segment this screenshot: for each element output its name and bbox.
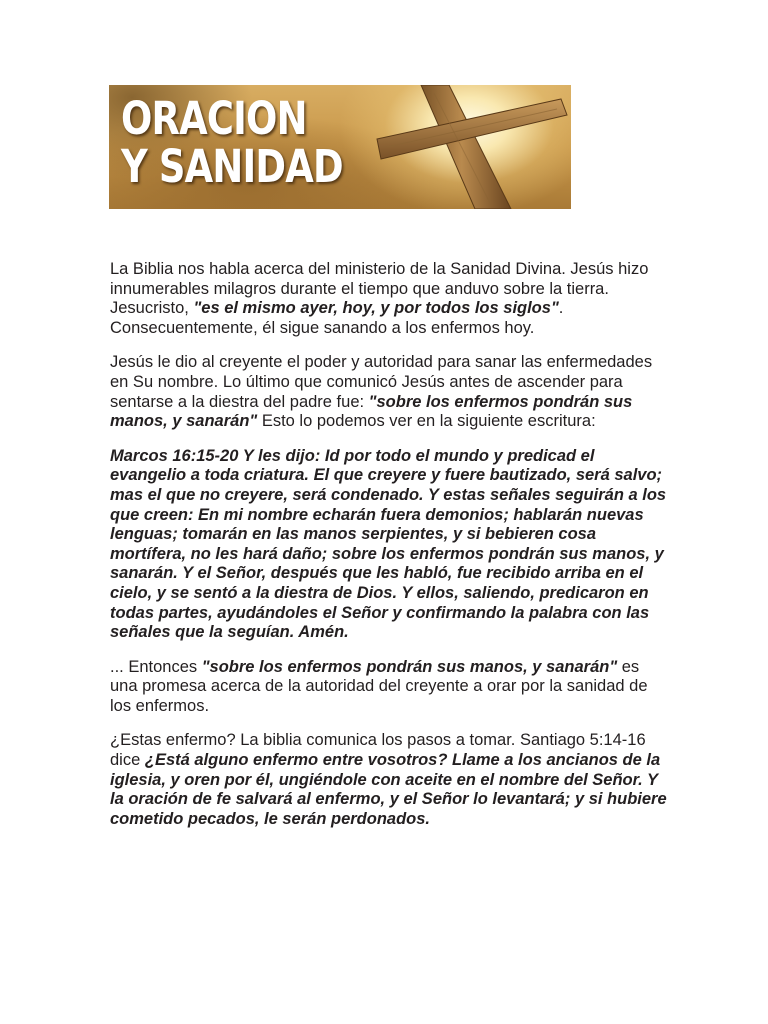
banner-title: [121, 92, 343, 193]
paragraph-promise-text: ... Entonces: [110, 657, 202, 676]
paragraph-santiago-text: ¿Estas enfermo? La biblia comunica los pasos a tomar. Santiago 5:14-16 dice: [110, 731, 646, 770]
scripture-santiago: ¿Está alguno enfermo entre vosotros? Llame a los ancianos de la iglesia, y oren por él, ungiéndole con aceite en el nombre del Señor. Y la oración de fe salvará al enfermo, y el Señor lo levantará; y si hubiere cometido pecados, le serán perdonados.: [110, 751, 667, 828]
banner-title-line2: Y SANIDAD: [121, 140, 343, 193]
header-banner-image: [109, 85, 571, 209]
quote-sanaran: "sobre los enfermos pondrán sus manos, y sanarán": [110, 392, 633, 431]
paragraph-authority: [110, 353, 670, 431]
paragraph-santiago: [110, 731, 670, 829]
article-body: [110, 260, 670, 844]
scripture-marcos: Marcos 16:15-20 Y les dijo: Id por todo el mundo y predicad el evangelio a toda criatura. El que creyere y fuere bautizado, será salvo; mas el que no creyere, será condenado. Y estas señales seguirán a los que creen: En mi nombre echarán fuera demonios; hablarán nuevas lenguas; tomarán en las manos serpientes, y si bebieren cosa mortífera, no les hará daño; sobre los enfermos pondrán sus manos, y sanarán. Y el Señor, después que les habló, fue recibido arriba en el cielo, y se sentó a la diestra de Dios. Y ellos, saliendo, predicaron en todas partes, ayudándoles el Señor y confirmando la palabra con las señales que la seguían. Amén.: [110, 446, 667, 642]
paragraph-intro-text: La Biblia nos habla acerca del ministerio de la Sanidad Divina. Jesús hizo innumerables milagros durante el tiempo que anduvo sobre la tierra. Jesucristo,: [110, 260, 649, 318]
paragraph-authority-text: Jesús le dio al creyente el poder y autoridad para sanar las enfermedades en Su nombre. Lo último que comunicó Jesús antes de ascender para sentarse a la diestra del padre fue:: [110, 353, 653, 411]
banner-title-line1: ORACION: [121, 92, 307, 145]
paragraph-authority-text-end: Esto lo podemos ver en la siguiente escritura:: [257, 412, 596, 431]
paragraph-intro-text-end: . Consecuentemente, él sigue sanando a los enfermos hoy.: [110, 299, 564, 337]
quote-promise: "sobre los enfermos pondrán sus manos, y sanarán": [201, 657, 618, 676]
paragraph-promise-text-end: es una promesa acerca de la autoridad del creyente a orar por la sanidad de los enfermos.: [110, 657, 648, 715]
paragraph-promise: [110, 658, 670, 717]
paragraph-intro: [110, 260, 670, 338]
quote-hebrews: "es el mismo ayer, hoy, y por todos los siglos": [193, 299, 559, 318]
